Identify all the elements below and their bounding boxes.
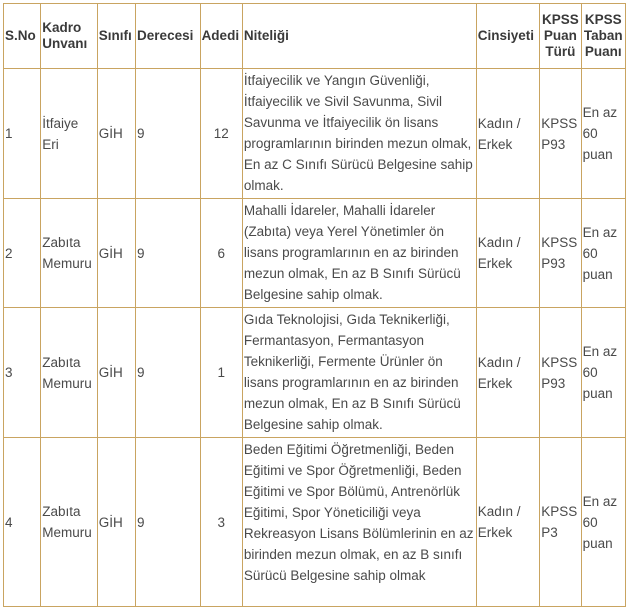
table-row [4, 438, 626, 607]
cell-kpss-taban-puani: En az 60 puan [581, 438, 625, 607]
header-cinsiyeti: Cinsiyeti [476, 4, 540, 69]
table-row [4, 199, 626, 308]
cell-niteligi: İtfaiyecilik ve Yangın Güvenliği, İtfaiyecilik ve Sivil Savunma, Sivil Savunma ve İtfaiyecilik ön lisans programlarının birinden mezun olmak, En az C Sınıfı Sürücü Belgesine sahip olmak. [242, 69, 476, 199]
cell-derecesi: 9 [136, 199, 201, 308]
table-row [4, 69, 626, 199]
positions-table [3, 3, 626, 607]
header-kadro-unvani: Kadro Unvanı [41, 4, 97, 69]
cell-sno: 3 [4, 308, 41, 438]
cell-sinifi: GİH [97, 199, 135, 308]
cell-kpss-puan-turu: KPSS P93 [540, 199, 581, 308]
header-sinifi: Sınıfı [97, 4, 135, 69]
cell-kpss-puan-turu: KPSS P93 [540, 308, 581, 438]
cell-kpss-taban-puani: En az 60 puan [581, 308, 625, 438]
cell-kadro-unvani: Zabıta Memuru [41, 199, 97, 308]
cell-adedi: 3 [200, 438, 242, 607]
cell-kpss-puan-turu: KPSS P93 [540, 69, 581, 199]
cell-sno: 1 [4, 69, 41, 199]
header-row [4, 4, 626, 69]
cell-kpss-taban-puani: En az 60 puan [581, 69, 625, 199]
cell-cinsiyeti: Kadın / Erkek [476, 308, 540, 438]
cell-kadro-unvani: Zabıta Memuru [41, 308, 97, 438]
cell-sinifi: GİH [97, 438, 135, 607]
cell-niteligi: Mahalli İdareler, Mahalli İdareler (Zabıta) veya Yerel Yönetimler ön lisans programlarının en az birinden mezun olmak, En az B Sınıfı Sürücü Belgesine sahip olmak. [242, 199, 476, 308]
positions-table-container [3, 3, 626, 607]
cell-derecesi: 9 [136, 308, 201, 438]
cell-sinifi: GİH [97, 308, 135, 438]
cell-cinsiyeti: Kadın / Erkek [476, 438, 540, 607]
cell-kpss-taban-puani: En az 60 puan [581, 199, 625, 308]
cell-niteligi: Beden Eğitimi Öğretmenliği, Beden Eğitimi ve Spor Öğretmenliği, Beden Eğitimi ve Spor Bölümü, Antrenörlük Eğitimi, Spor Yöneticiliği veya Rekreasyon Lisans Bölümlerinin en az birinden mezun olmak, en az B sınıfı Sürücü Belgesine sahip olmak [242, 438, 476, 607]
cell-adedi: 1 [200, 308, 242, 438]
table-row [4, 308, 626, 438]
header-kpss-taban-puani: KPSS Taban Puanı [581, 4, 625, 69]
header-niteligi: Niteliği [242, 4, 476, 69]
cell-kadro-unvani: Zabıta Memuru [41, 438, 97, 607]
header-adedi: Adedi [200, 4, 242, 69]
cell-sno: 4 [4, 438, 41, 607]
cell-cinsiyeti: Kadın / Erkek [476, 69, 540, 199]
header-kpss-puan-turu: KPSS Puan Türü [540, 4, 581, 69]
cell-kadro-unvani: İtfaiye Eri [41, 69, 97, 199]
cell-adedi: 12 [200, 69, 242, 199]
cell-kpss-puan-turu: KPSS P3 [540, 438, 581, 607]
header-derecesi: Derecesi [136, 4, 201, 69]
cell-adedi: 6 [200, 199, 242, 308]
cell-derecesi: 9 [136, 69, 201, 199]
cell-derecesi: 9 [136, 438, 201, 607]
cell-sno: 2 [4, 199, 41, 308]
cell-niteligi: Gıda Teknolojisi, Gıda Teknikerliği, Fermantasyon, Fermantasyon Teknikerliği, Fermente Ürünler ön lisans programlarının en az birinden mezun olmak, En az B Sınıfı Sürücü Belgesine sahip olmak. [242, 308, 476, 438]
header-sno: S.No [4, 4, 41, 69]
cell-sinifi: GİH [97, 69, 135, 199]
cell-cinsiyeti: Kadın / Erkek [476, 199, 540, 308]
